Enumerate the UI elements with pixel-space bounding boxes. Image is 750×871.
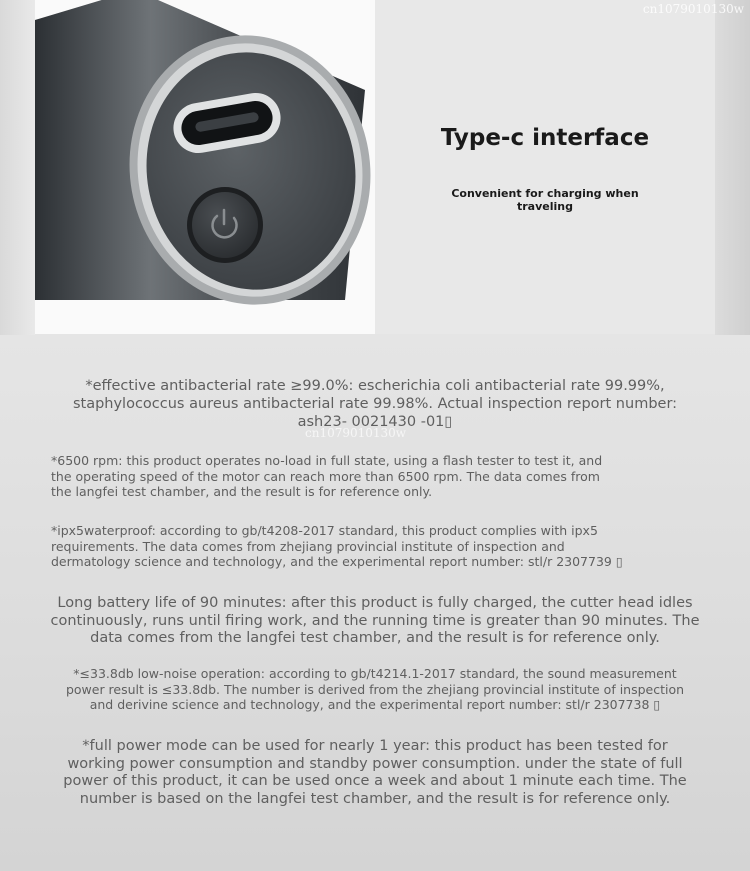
note-line: Long battery life of 90 minutes: after this product is fully charged, the cutter head idles xyxy=(57,595,693,611)
banner-right-shade xyxy=(715,0,750,335)
note-line: requirements. The data comes from zhejiang provincial institute of inspection and xyxy=(51,538,565,554)
note-line: *full power mode can be used for nearly 1 year: this product has been tested for xyxy=(82,738,668,754)
note-line: dermatology science and technology, and the experimental report number: stl/r 2307739 ▯ xyxy=(51,554,623,569)
note-line: the operating speed of the motor can reach more than 6500 rpm. The data comes from xyxy=(51,468,600,484)
watermark: cn1079010130w xyxy=(642,2,744,16)
note-line: power of this product, it can be used once a week and about 1 minute each time. The xyxy=(63,773,687,789)
feature-subtitle xyxy=(445,187,645,213)
battery-note xyxy=(0,595,750,648)
note-line: *effective antibacterial rate ≥99.0%: escherichia coli antibacterial rate 99.99%, xyxy=(85,378,665,394)
note-line: working power consumption and standby power consumption. under the state of full xyxy=(67,755,683,772)
product-image xyxy=(35,0,375,334)
note-line: continuously, runs until firing work, and the running time is greater than 90 minutes. The xyxy=(50,612,700,629)
noise-note xyxy=(0,666,750,713)
power-button-icon xyxy=(187,187,263,263)
note-line: *ipx5waterproof: according to gb/t4208-2017 standard, this product complies with ipx5 xyxy=(51,523,598,538)
note-line: number is based on the langfei test chamber, and the result is for reference only. xyxy=(79,790,671,807)
subtitle-line: Convenient for charging when xyxy=(451,187,639,200)
watermark: cn1079010130w xyxy=(305,426,407,440)
note-line: and derivine science and technology, and the experimental report number: stl/r 2307738 ▯ xyxy=(89,697,661,712)
note-line: staphylococcus aureus antibacterial rate 99.98%. Actual inspection report number: xyxy=(72,396,678,412)
note-line: ash23- 0021430 -01▯ xyxy=(297,414,453,430)
note-line: data comes from the langfei test chamber, and the result is for reference only. xyxy=(90,630,660,646)
note-line: power result is ≤33.8db. The number is derived from the zhejiang provincial institute of inspection xyxy=(65,681,685,697)
antibacterial-note xyxy=(0,377,750,431)
shaver-usb-c-illustration xyxy=(35,0,375,334)
full-power-note xyxy=(0,738,750,808)
subtitle-line: traveling xyxy=(517,200,573,213)
feature-title: Type-c interface xyxy=(440,125,650,151)
note-line: *6500 rpm: this product operates no-load in full state, using a flash tester to test it, and xyxy=(51,453,603,468)
note-line: *≤33.8db low-noise operation: according to gb/t4214.1-2017 standard, the sound measurement xyxy=(73,666,677,681)
waterproof-note xyxy=(51,523,623,570)
rpm-note xyxy=(51,453,602,500)
note-line: the langfei test chamber, and the result is for reference only. xyxy=(51,484,433,499)
banner-left-shade xyxy=(0,0,35,335)
feature-info-panel xyxy=(375,0,715,334)
